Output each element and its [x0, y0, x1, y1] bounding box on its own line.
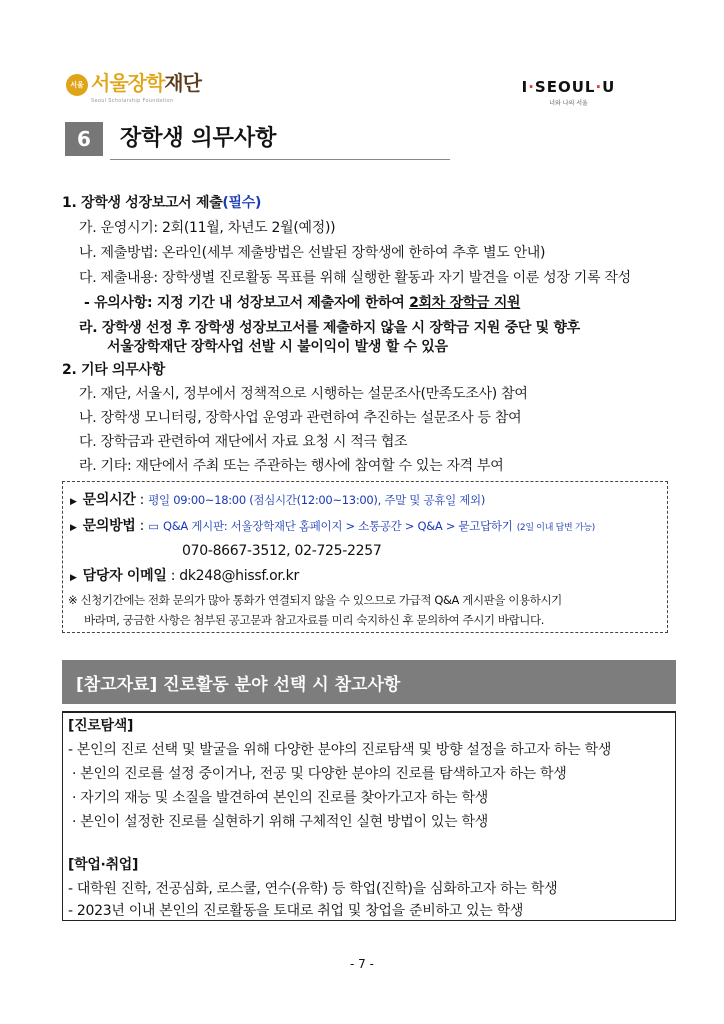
ref-career-item: · 본인이 설정한 진로를 실현하기 위해 구체적인 실현 방법이 있는 학생	[72, 814, 488, 830]
i-seoul-u-wordmark: I·SEOUL·U	[521, 78, 616, 96]
contact-method: ▶ 문의방법 : ▭ Q&A 게시판: 서울장학재단 홈페이지 > 소통공간 > Q&A > 묻고답하기 (2일 이내 답변 가능)	[70, 518, 595, 534]
item-submit-content: 다. 제출내용: 장학생별 진로활동 목표를 위해 실행한 활동과 자기 발견을 이룬 성장 기록 작성	[79, 270, 631, 286]
contact-method-label: 문의방법	[82, 518, 136, 534]
foundation-emblem-icon	[66, 74, 88, 96]
ref-study-item: - 대학원 진학, 전공심화, 로스쿨, 연수(유학) 등 학업(진학)을 심화하고자 하는 학생	[68, 881, 558, 897]
ref-career-item: · 본인의 진로를 설정 중이거나, 전공 및 다양한 분야의 진로를 탐색하고자 하는 학생	[72, 766, 567, 782]
caution-underlined: 2회차 장학금 지원	[409, 295, 521, 311]
item-schedule: 가. 운영시기: 2회(11월, 차년도 2월(예정))	[79, 220, 336, 236]
foundation-subtitle: Seoul Scholarship Foundation	[91, 98, 174, 104]
contact-email-label: 담당자 이메일	[82, 568, 167, 584]
item-caution	[84, 293, 520, 313]
i-seoul-u-logo	[521, 78, 616, 107]
ref-career-item: - 본인의 진로 선택 및 발굴을 위해 다양한 분야의 진로탐색 및 방향 설정을 하고자 하는 학생	[68, 742, 612, 758]
contact-email-value[interactable]: dk248@hissf.or.kr	[179, 568, 299, 584]
item-penalty-line1: 라. 장학생 선정 후 장학생 성장보고서를 제출하지 않을 시 장학금 지원 중단 및 향후	[79, 320, 580, 336]
item-cooperation: 다. 장학금과 관련하여 재단에서 자료 요청 시 적극 협조	[79, 434, 408, 450]
foundation-logo	[66, 70, 201, 104]
bullet-triangle-icon: ▶	[70, 573, 77, 583]
required-tag: (필수)	[222, 195, 262, 211]
logo-seoul: SEOUL	[534, 78, 596, 96]
item-submit-method: 나. 제출방법: 온라인(세부 제출방법은 선발된 장학생에 한하여 추후 별도 안내)	[79, 245, 546, 261]
foundation-name	[91, 70, 201, 96]
contact-note-line2: 바라며, 궁금한 사항은 첨부된 공고문과 참고자료를 미리 숙지하신 후 문의하여 주시기 바랍니다.	[84, 613, 544, 627]
foundation-name-part2: 재단	[164, 71, 201, 95]
heading-other-duties: 2. 기타 의무사항	[62, 362, 165, 378]
heading-growth-report-text: 1. 장학생 성장보고서 제출	[62, 195, 223, 211]
logo-u: U	[602, 78, 616, 96]
i-seoul-u-slogan: 너와 나의 서울	[549, 100, 588, 107]
contact-qa-note: (2일 이내 답변 가능)	[516, 523, 595, 533]
section-number: 6	[65, 122, 103, 156]
page-number: - 7 -	[350, 957, 374, 971]
logo-i: I	[521, 78, 529, 96]
contact-hours-label: 문의시간	[82, 492, 136, 508]
bullet-triangle-icon: ▶	[70, 497, 77, 507]
contact-phones: 070-8667-3512, 02-725-2257	[182, 543, 382, 559]
foundation-name-part1: 서울장학	[91, 71, 165, 95]
reference-banner: [참고자료] 진로활동 분야 선택 시 참고사항	[62, 660, 676, 704]
monitor-icon: ▭	[148, 519, 159, 533]
ref-career-item: · 자기의 재능 및 소질을 발견하여 본인의 진로를 찾아가고자 하는 학생	[72, 790, 488, 806]
section-divider	[110, 159, 450, 160]
item-event-eligibility: 라. 기타: 재단에서 주최 또는 주관하는 행사에 참여할 수 있는 자격 부여	[79, 458, 504, 474]
ref-group-career-exploration: [진로탐색]	[68, 718, 134, 734]
caution-text: - 유의사항: 지정 기간 내 성장보고서 제출자에 한하여	[84, 295, 410, 311]
ref-group-study-employment: [학업·취업]	[68, 857, 139, 873]
item-survey: 가. 재단, 서울시, 정부에서 정책적으로 시행하는 설문조사(만족도조사) 참여	[79, 386, 528, 402]
contact-note-line1: ※ 신청기간에는 전화 문의가 많아 통화가 연결되지 않을 수 있으므로 가급적 Q&A 게시판을 이용하시기	[68, 593, 562, 607]
contact-email: ▶ 담당자 이메일 : dk248@hissf.or.kr	[70, 568, 299, 584]
section-title: 장학생 의무사항	[120, 126, 277, 151]
contact-hours-value: 평일 09:00~18:00 (점심시간(12:00~13:00), 주말 및 공휴일 제외)	[148, 493, 486, 507]
emblem-text: 서울	[70, 81, 84, 89]
contact-hours: ▶ 문의시간 : 평일 09:00~18:00 (점심시간(12:00~13:00), 주말 및 공휴일 제외)	[70, 492, 486, 508]
item-penalty-line2: 서울장학재단 장학사업 선발 시 불이익이 발생 할 수 있음	[107, 339, 448, 355]
item-monitoring: 나. 장학생 모니터링, 장학사업 운영과 관련하여 추진하는 설문조사 등 참여	[79, 410, 522, 426]
ref-study-item: - 2023년 이내 본인의 진로활동을 토대로 취업 및 창업을 준비하고 있는 학생	[68, 903, 524, 919]
contact-qa-board[interactable]: Q&A 게시판: 서울장학재단 홈페이지 > 소통공간 > Q&A > 묻고답하기	[162, 519, 513, 533]
bullet-triangle-icon: ▶	[70, 523, 77, 533]
heading-growth-report	[62, 193, 261, 213]
